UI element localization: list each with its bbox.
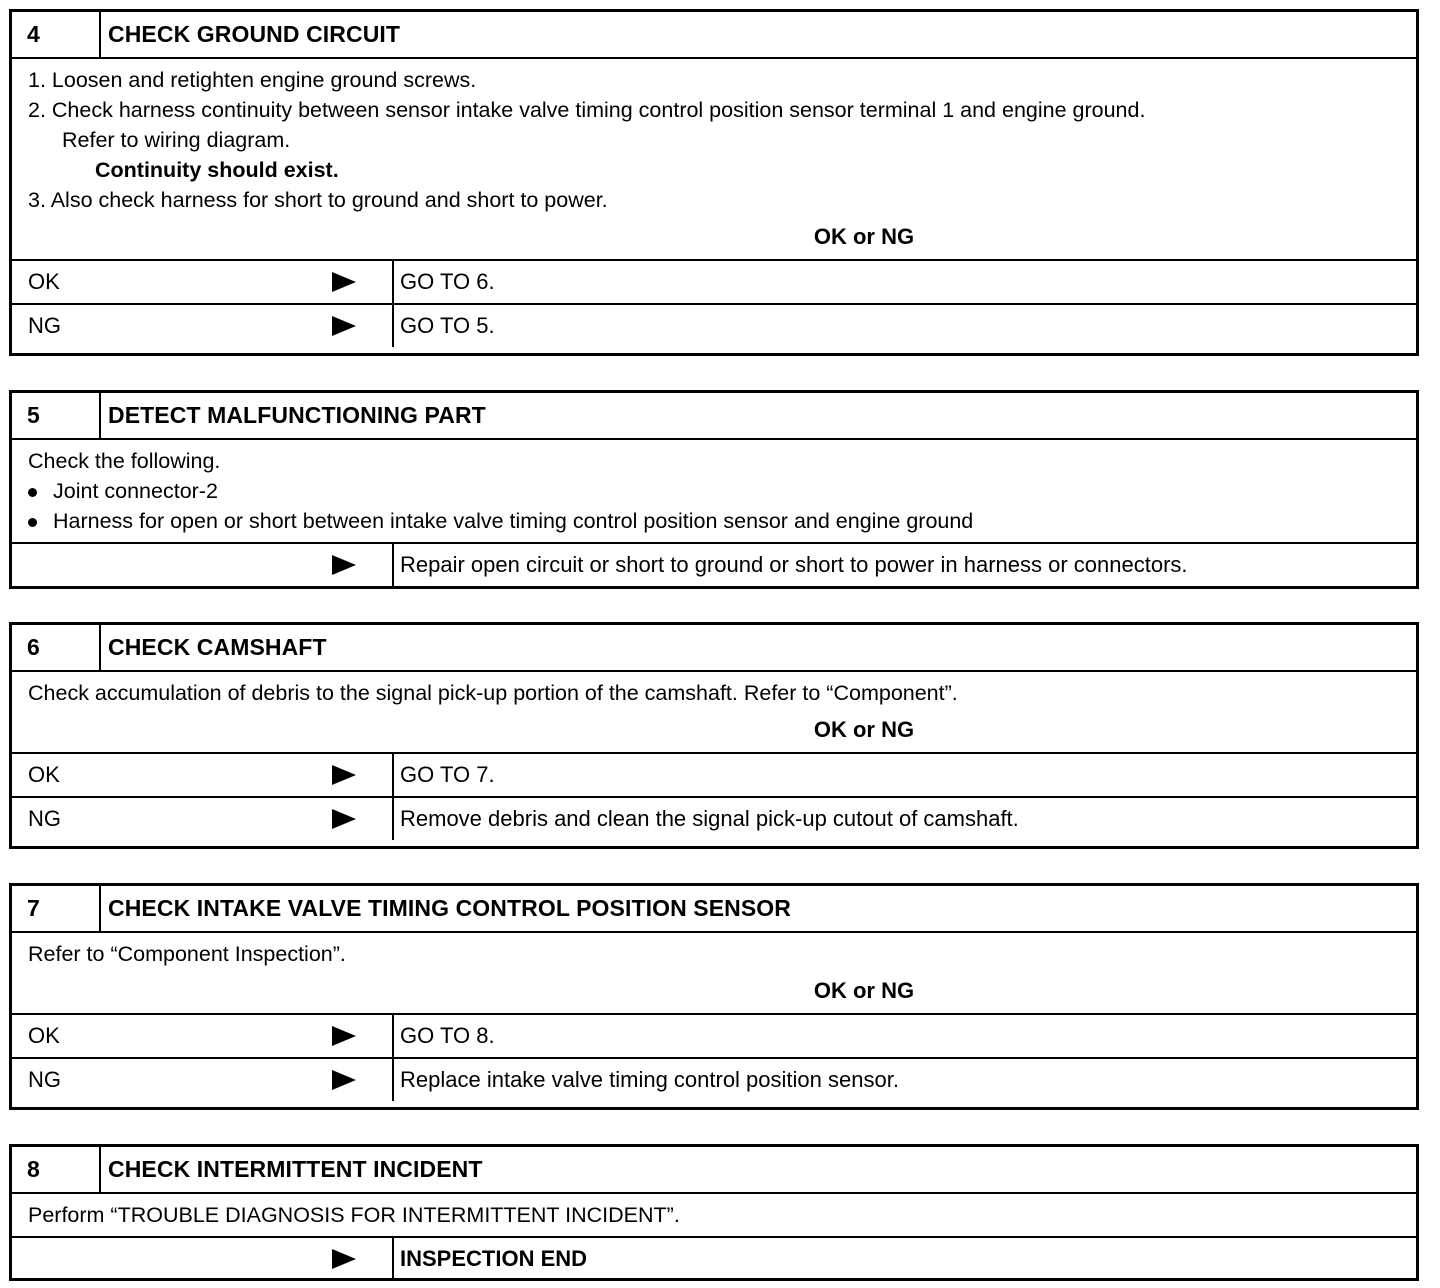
step-header	[12, 625, 1416, 672]
step-number: 6	[12, 625, 101, 670]
result-row	[12, 1236, 1416, 1280]
ok-or-ng-label: OK or NG	[813, 224, 915, 249]
step-4-box	[9, 9, 1419, 356]
result-action: Remove debris and clean the signal pick-up cutout of camshaft.	[400, 806, 1019, 831]
bullet-item: Joint connector-2	[28, 476, 1400, 506]
result-row-ok	[12, 259, 1416, 303]
step-8-box	[9, 1144, 1419, 1281]
step-header	[12, 393, 1416, 440]
step-body	[12, 933, 1416, 969]
step-7-box	[9, 883, 1419, 1110]
result-row-ng	[12, 1057, 1416, 1101]
step-number: 7	[12, 886, 101, 931]
bullet-icon	[28, 488, 37, 497]
instruction-line: 3. Also check harness for short to ground and short to power.	[28, 188, 608, 212]
step-body	[12, 672, 1416, 708]
ok-or-ng-label: OK or NG	[813, 717, 915, 742]
instruction-line: Check the following.	[28, 449, 221, 473]
bullet-item: Harness for open or short between intake valve timing control position sensor and engine ground	[28, 506, 1400, 536]
instruction-line: Check accumulation of debris to the signal pick-up portion of the camshaft. Refer to “Component”.	[28, 681, 958, 705]
step-title: CHECK INTAKE VALVE TIMING CONTROL POSITION SENSOR	[108, 895, 792, 921]
right-triangle-arrow-icon	[332, 1070, 356, 1090]
result-condition: NG	[28, 313, 61, 338]
result-action: GO TO 7.	[400, 762, 495, 787]
step-body	[12, 59, 1416, 215]
right-triangle-arrow-icon	[332, 765, 356, 785]
step-header	[12, 1147, 1416, 1194]
instruction-line: 2. Check harness continuity between sensor intake valve timing control position sensor terminal 1 and engine ground.	[28, 98, 1146, 122]
result-condition: OK	[28, 762, 60, 787]
right-triangle-arrow-icon	[332, 809, 356, 829]
result-action: Repair open circuit or short to ground or short to power in harness or connectors.	[400, 552, 1188, 577]
step-body	[12, 1194, 1416, 1236]
instruction-line: Refer to “Component Inspection”.	[28, 942, 346, 966]
result-action: GO TO 5.	[400, 313, 495, 338]
step-header	[12, 12, 1416, 59]
result-row-ng	[12, 303, 1416, 347]
result-condition: NG	[28, 806, 61, 831]
result-row-ok	[12, 752, 1416, 796]
result-row-ng	[12, 796, 1416, 840]
right-triangle-arrow-icon	[332, 1026, 356, 1046]
result-condition: OK	[28, 1023, 60, 1048]
step-header	[12, 886, 1416, 933]
ok-or-ng-label: OK or NG	[813, 978, 915, 1003]
result-condition: OK	[28, 269, 60, 294]
bullet-icon	[28, 518, 37, 527]
step-number: 8	[12, 1147, 101, 1192]
step-title: DETECT MALFUNCTIONING PART	[108, 402, 486, 428]
right-triangle-arrow-icon	[332, 1249, 356, 1269]
result-action: Replace intake valve timing control position sensor.	[400, 1067, 899, 1092]
result-action: GO TO 6.	[400, 269, 495, 294]
right-triangle-arrow-icon	[332, 272, 356, 292]
step-6-box	[9, 622, 1419, 849]
result-action: INSPECTION END	[400, 1246, 588, 1271]
result-row	[12, 542, 1416, 586]
step-body	[12, 440, 1416, 542]
instruction-line: Perform “TROUBLE DIAGNOSIS FOR INTERMITTENT INCIDENT”.	[28, 1203, 680, 1227]
step-5-box	[9, 390, 1419, 589]
step-number: 4	[12, 12, 101, 57]
step-number: 5	[12, 393, 101, 438]
result-action: GO TO 8.	[400, 1023, 495, 1048]
instruction-line: Refer to wiring diagram.	[62, 128, 291, 152]
step-title: CHECK INTERMITTENT INCIDENT	[108, 1156, 483, 1182]
step-title: CHECK GROUND CIRCUIT	[108, 21, 401, 47]
result-row-ok	[12, 1013, 1416, 1057]
instruction-line: 1. Loosen and retighten engine ground screws.	[28, 68, 477, 92]
result-condition: NG	[28, 1067, 61, 1092]
right-triangle-arrow-icon	[332, 555, 356, 575]
step-title: CHECK CAMSHAFT	[108, 634, 327, 660]
right-triangle-arrow-icon	[332, 316, 356, 336]
continuity-requirement: Continuity should exist.	[95, 158, 339, 182]
